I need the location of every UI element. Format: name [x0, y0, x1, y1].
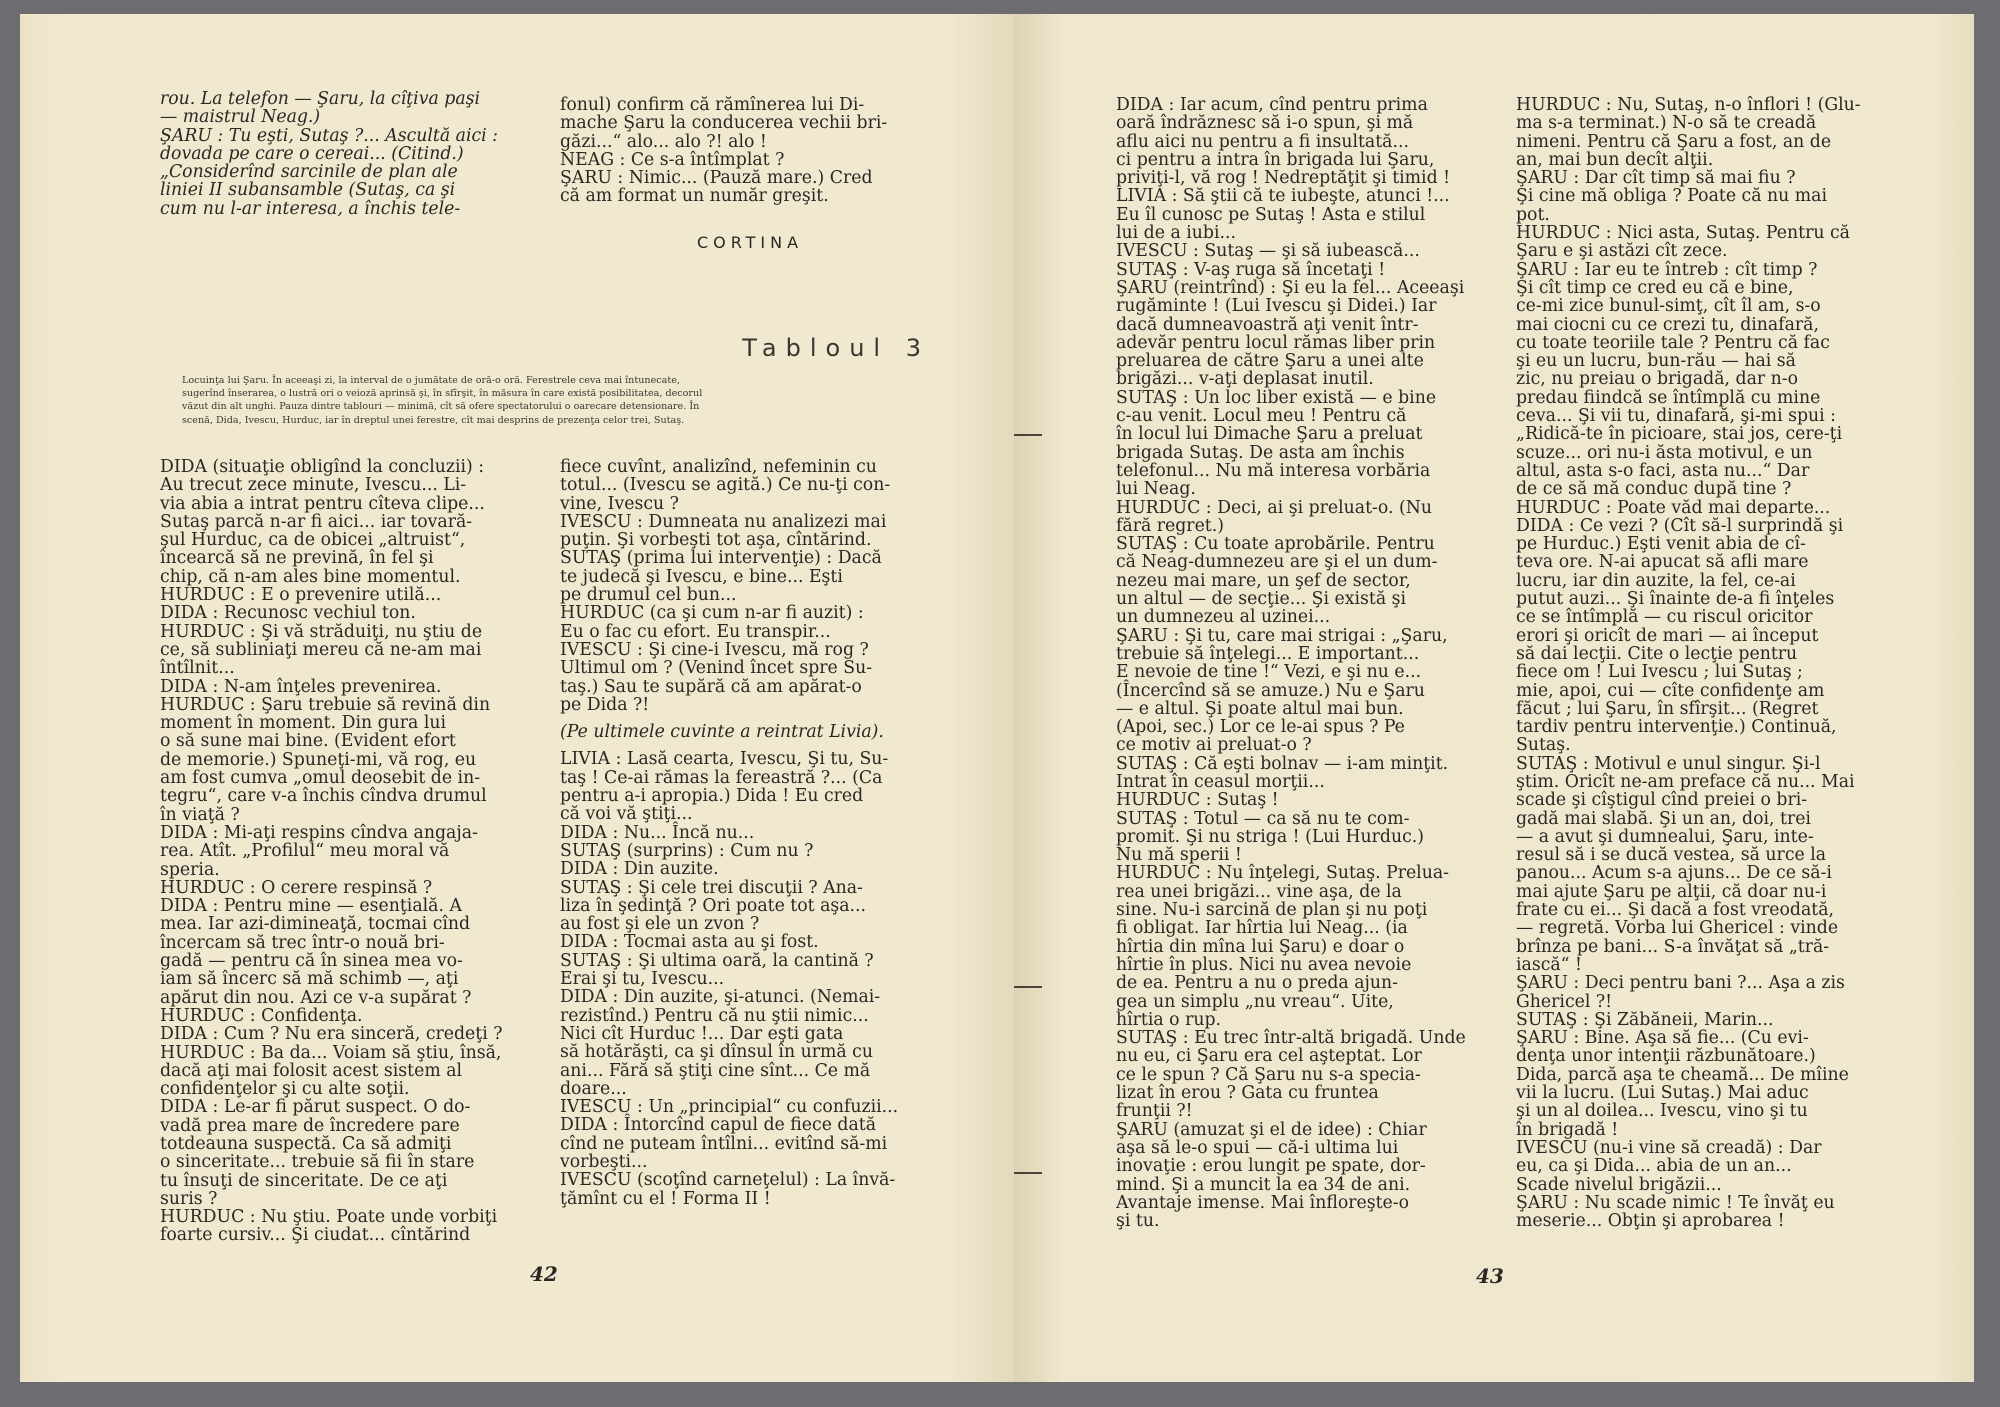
margin-mark [1014, 434, 1042, 436]
margin-mark [1014, 986, 1042, 988]
right-column-1 [1116, 96, 1488, 1246]
left-column-1-bottom [160, 458, 530, 1248]
left-column-2-top [560, 96, 930, 216]
text-block: DIDA : Iar acum, cînd pentru prima oară îndrăznesc să i-o spun, şi mă aflu aici nu pentru a fi insultată... ci pentru a intra în brigada lui Şaru, priviţi-l, vă rog ! Nedreptăţit şi timid ! LIVIA : Să ştii că te iubeşte, atunci !... Eu îl cunosc pe Sutaş ! Asta e stilul lui de a iubi... IVESCU : Sutaş — şi să iubească... SUTAŞ : V-aş ruga să încetaţi ! ŞARU (reintrînd) : Şi eu la fel... Aceeaşi rugăminte ! (Lui Ivescu şi Didei.) Iar dacă dumneavoastră aţi venit într- adevăr pentru locul rămas liber prin preluarea de către Şaru a unei alte brigăzi... v-aţi deplasat inutil. SUTAŞ : Un loc liber există — e bine c-au venit. Locul meu ! Pentru că în locul lui Dimache Şaru a preluat brigada Sutaş. De asta am închis telefonul... Nu mă interesa vorbăria lui Neag. HURDUC : Deci, ai şi preluat-o. (Nu fără regret.) SUTAŞ : Cu toate aprobările. Pentru că Neag-dumnezeu are şi el un dum- nezeu mai mare, un şef de sector, un altul — de secţie... Şi există şi un dumnezeu al uzinei... ŞARU : Şi tu, care mai strigai : „Şaru, trebuie să înţelegi... E important... E nevoie de tine !“ Vezi, e şi nu e... (Încercînd să se amuze.) Nu e Şaru — e altul. Şi poate altul mai bun. (Apoi, sec.) Lor ce le-ai spus ? Pe ce motiv ai preluat-o ? SUTAŞ : Că eşti bolnav — i-am minţit. Intrat în ceasul morţii... HURDUC : Sutaş ! SUTAŞ : Totul — ca să nu te com- promit. Şi nu striga ! (Lui Hurduc.) Nu mă sperii ! HURDUC : Nu înţelegi, Sutaş. Prelua- rea unei brigăzi... vine aşa, de la sine. Nu-i sarcină de plan şi nu poţi fi obligat. Iar hîrtia lui Neag... (ia hîrtia din mîna lui Şaru) e doar o hîrtie în plus. Nici nu avea nevoie de ea. Pentru a nu o preda ajun- gea un simplu „nu vreau“. Uite, hîrtia o rup. SUTAŞ : Eu trec într-altă brigadă. Unde nu eu, ci Şaru era cel aşteptat. Lor ce le spun ? Că Şaru nu s-a specia- lizat în erou ? Gata cu fruntea frunţii ?! ŞARU (amuzat şi el de idee) : Chiar aşa să le-o spui — că-i ultima lui inovaţie : erou lungit pe spate, dor- mind. Şi a muncit la ea 34 de ani. Avantaje imense. Mai înfloreşte-o şi tu. [1116, 96, 1466, 1232]
right-page [1014, 14, 1974, 1382]
page-number: 42 [530, 1262, 558, 1286]
stage-note: (Pe ultimele cuvinte a reintrat Livia). [560, 722, 884, 743]
page-number: 43 [1476, 1264, 1504, 1288]
text-block: DIDA (situaţie obligînd la concluzii) : Au trecut zece minute, Ivescu... Li- via abia a intrat pentru cîteva clipe... Sutaş parcă n-ar fi aici... iar tovară- şul Hurduc, ca de obicei „altruist“, încearcă să ne prevină, în fel şi chip, că n-am ales bine momentul. HURDUC : E o prevenire utilă... DIDA : Recunosc vechiul ton. HURDUC : Şi vă străduiţi, nu ştiu de ce, să subliniaţi mereu că ne-am mai întîlnit... DIDA : N-am înţeles prevenirea. HURDUC : Şaru trebuie să revină din moment în moment. Din gura lui o să sune mai bine. (Evident efort de memorie.) Spuneţi-mi, vă rog, eu am fost cumva „omul deosebit de in- tegru“, care v-a închis cîndva drumul în viaţă ? DIDA : Mi-aţi respins cîndva angaja- rea. Atît. „Profilul“ meu moral vă speria. HURDUC : O cerere respinsă ? DIDA : Pentru mine — esenţială. A mea. Iar azi-dimineaţă, tocmai cînd încercam să trec într-o nouă bri- gadă — pentru că în sinea mea vo- iam să încerc să mă schimb —, aţi apărut din nou. Azi ce v-a supărat ? HURDUC : Confidenţa. DIDA : Cum ? Nu era sinceră, credeţi ? HURDUC : Ba da... Voiam să ştiu, însă, dacă aţi mai folosit acest sistem al confidenţelor şi cu alte soţii. DIDA : Le-ar fi părut suspect. O do- vadă prea mare de încredere pare totdeauna suspectă. Ca să admiţi o sinceritate... trebuie să fii în stare tu însuţi de sinceritate. De ce aţi suris ? HURDUC : Nu ştiu. Poate unde vorbiţi foarte cursiv... Şi ciudat... cîntărind [160, 458, 503, 1246]
stage-direction: Locuinţa lui Şaru. În aceeaşi zi, la interval de o jumătate de oră-o oră. Ferestrele ceva mai întunecate, sugerînd înserarea, o lustră ori o veioză aprinsă şi, în sfîrşit, în măsura în care există posibilitatea, decorul văzut din alt unghi. Pauza dintre tablouri — minimă, cît să ofere spectatorului o oarecare detensionare. În scenă, Dida, Ivescu, Hurduc, iar în dreptul unei ferestre, cît mai desprins de prezenţa celor trei, Sutaş. [182, 375, 703, 426]
right-column-2 [1516, 96, 1896, 1246]
left-page [20, 14, 1021, 1382]
left-column-1-top [160, 90, 530, 240]
left-column-2-bottom [560, 458, 930, 1248]
text-block: HURDUC : Nu, Sutaş, n-o înflori ! (Glu- ma s-a terminat.) N-o să te creadă nimeni. Pentru că Şaru a fost, an de an, mai bun decît alţii. ŞARU : Dar cît timp să mai fiu ? Şi cine mă obliga ? Poate că nu mai pot. HURDUC : Nici asta, Sutaş. Pentru că Şaru e şi astăzi cît zece. ŞARU : Iar eu te întreb : cît timp ? Şi cît timp ce cred eu că e bine, ce-mi zice bunul-simţ, cît îl am, s-o mai ciocni cu ce crezi tu, dinafară, cu toate teoriile tale ? Pentru că fac şi eu un lucru, bun-rău — hai să zic, nu preiau o brigadă, dar n-o predau fiindcă se întîmplă cu mine ceva... Şi vii tu, dinafară, şi-mi spui : „Ridică-te în picioare, stai jos, cere-ţi scuze... ori nu-i ăsta motivul, e un altul, asta s-o faci, asta nu...“ Dar de ce să mă conduc după tine ? HURDUC : Poate văd mai departe... DIDA : Ce vezi ? (Cît să-l surprindă şi pe Hurduc.) Eşti venit abia de cî- teva ore. N-ai apucat să afli mare lucru, iar din auzite, la fel, ce-ai putut auzi... Şi înainte de-a fi înţeles ce se întîmplă — cu riscul oricitor erori şi oricît de mari — ai început să dai lecţii. Cite o lecţie pentru fiece om ! Lui Ivescu ; lui Sutaş ; mie, apoi, cui — cîte confidenţe am făcut ; lui Şaru, în sfîrşit... (Regret tardiv pentru intervenţie.) Continuă, Sutaş. SUTAŞ : Motivul e unul singur. Şi-l ştim. Oricît ne-am preface că nu... Mai scade şi cîştigul cînd preiei o bri- gadă mai slabă. Şi un an, doi, trei — a avut şi dumnealui, Şaru, inte- resul să i se ducă vestea, să urce la panou... Acum s-a ajuns... De ce să-i mai ajute Şaru pe alţii, că doar nu-i frate cu ei... Şi dacă a fost vreodată, — regretă. Vorba lui Ghericel : vinde brînza pe bani... S-a învăţat să „tră- iască“ ! ŞARU : Deci pentru bani ?... Aşa a zis Ghericel ?! SUTAŞ : Şi Zăbăneii, Marin... ŞARU : Bine. Aşa să fie... (Cu evi- denţa unor intenţii răzbunătoare.) Dida, parcă aşa te cheamă... De mîine vii la lucru. (Lui Sutaş.) Mai aduc şi un al doilea... Ivescu, vino şi tu în brigadă ! IVESCU (nu-i vine să creadă) : Dar eu, ca şi Dida... abia de un an... Scade nivelul brigăzii... ŞARU : Nu scade nimic ! Te învăţ eu meserie... Obţin şi aprobarea ! [1516, 96, 1861, 1232]
text-block: rou. La telefon — Şaru, la cîţiva paşi — maistrul Neag.) ŞARU : Tu eşti, Sutaş ?... Ascultă aici : dovada pe care o cereai... (Citind.) „Considerînd sarcinile de plan ale liniei II subansamble (Sutaş, ca şi cum nu l-ar interesa, a închis tele- [160, 90, 498, 219]
cortina-heading: CORTINA [696, 233, 804, 252]
margin-mark [1014, 1172, 1042, 1174]
text-block: fonul) confirm că rămînerea lui Di- mache Şaru la conducerea vechii bri- găzi...“ alo... alo ?! alo ! NEAG : Ce s-a întîmplat ? ŞARU : Nimic... (Pauză mare.) Cred că am format un număr greşit. [560, 96, 888, 207]
text-block: LIVIA : Lasă cearta, Ivescu, Şi tu, Su- taş ! Ce-ai rămas la fereastră ?... (Ca pentru a-i apropia.) Dida ! Eu cred că voi vă ştiţi... DIDA : Nu... Încă nu... SUTAŞ (surprins) : Cum nu ? DIDA : Din auzite. SUTAŞ : Şi cele trei discuţii ? Ana- liza în şedinţă ? Ori poate tot aşa... au fost şi ele un zvon ? DIDA : Tocmai asta au şi fost. SUTAŞ : Şi ultima oară, la cantină ? Erai şi tu, Ivescu... DIDA : Din auzite, şi-atunci. (Nemai- rezistînd.) Pentru că nu ştii nimic... Nici cît Hurduc !... Dar eşti gata să hotărăşti, ca şi dînsul în urmă cu ani... Fără să ştiţi cine sînt... Ce mă doare... IVESCU : Un „principial“ cu confuzii... DIDA : Întorcînd capul de fiece dată cînd ne puteam întîlni... evitînd să-mi vorbeşti... IVESCU (scoţînd carneţelul) : La învă- ţămînt cu el ! Forma II ! [560, 749, 899, 1209]
text-block: fiece cuvînt, analizînd, nefeminin cu totul... (Ivescu se agită.) Ce nu-ţi con- vine, Ivescu ? IVESCU : Dumneata nu analizezi mai puţin. Şi vorbeşti tot aşa, cîntărind. SUTAŞ (prima lui intervenţie) : Dacă te judecă şi Ivescu, e bine... Eşti pe drumul cel bun... HURDUC (ca şi cum n-ar fi auzit) : Eu o fac cu efort. Eu transpir... IVESCU : Şi cine-i Ivescu, mă rog ? Ultimul om ? (Venind încet spre Su- taş.) Sau te supără că am apărat-o pe Dida ?! [560, 458, 891, 715]
tablou-heading: Tabloul 3 [742, 334, 930, 362]
